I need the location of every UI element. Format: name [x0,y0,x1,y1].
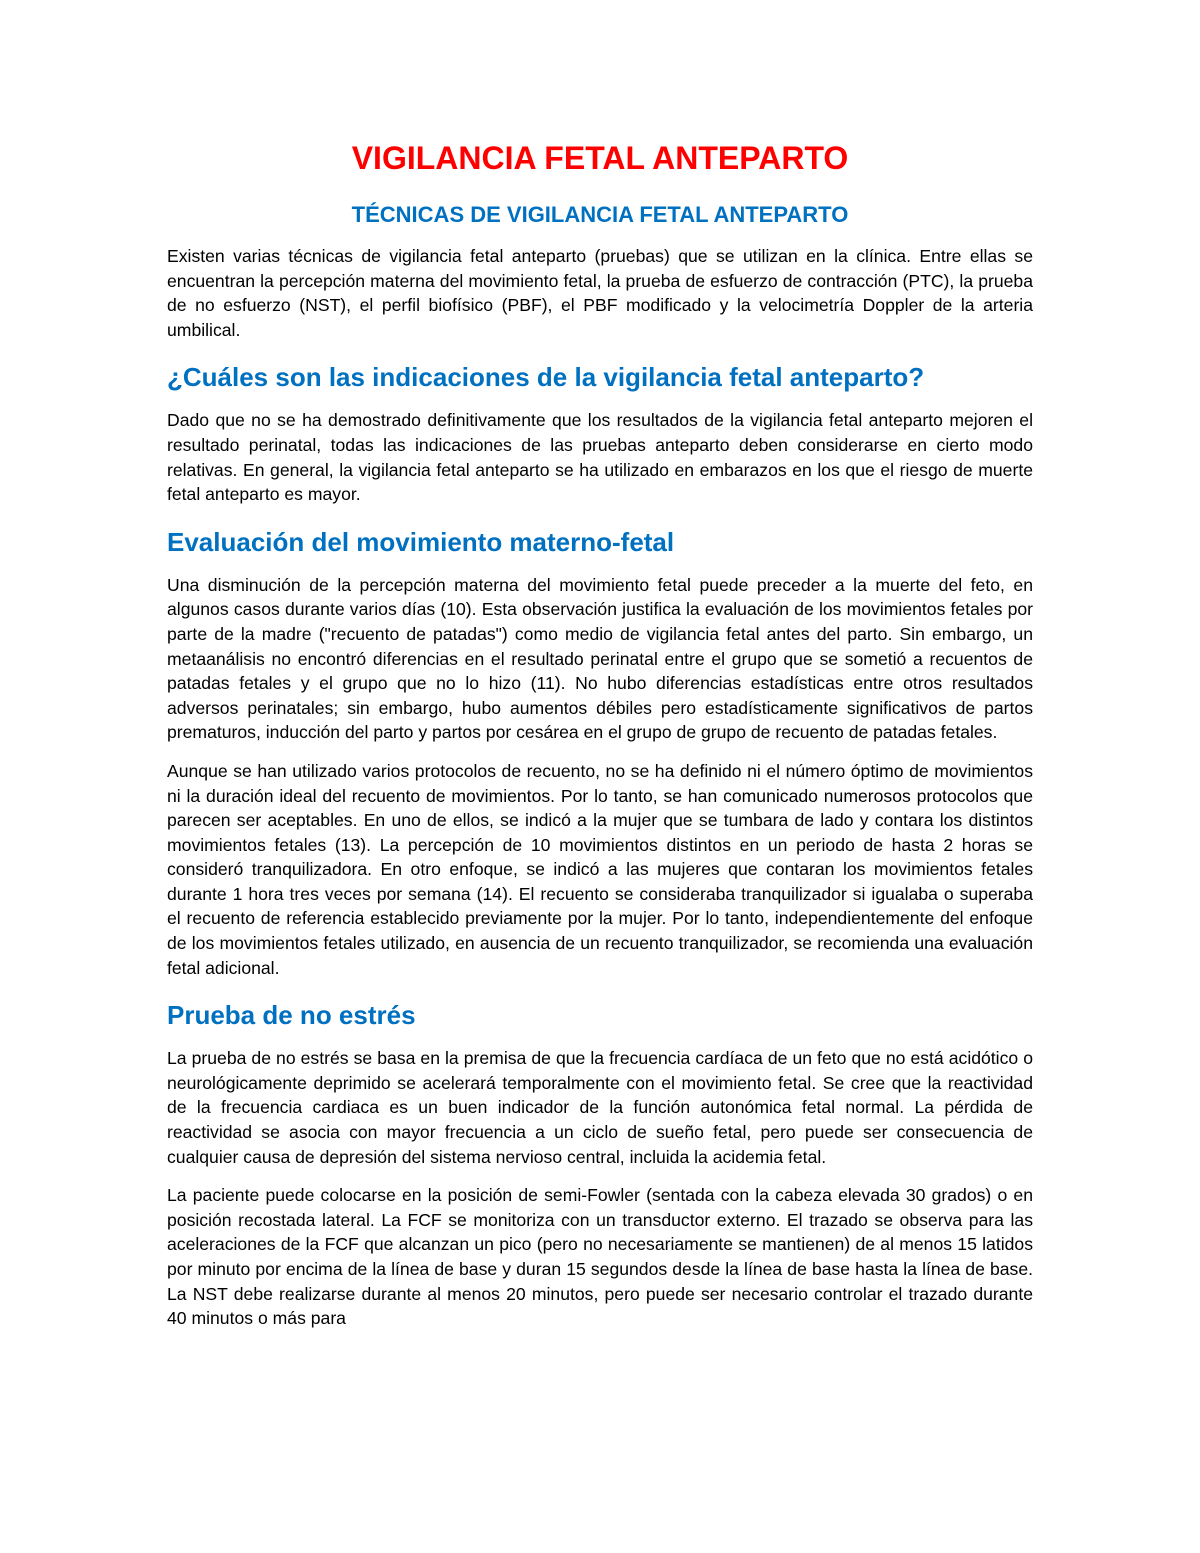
section-paragraph: Dado que no se ha demostrado definitivamente que los resultados de la vigilancia fetal anteparto mejoren el resultado perinatal, todas las indicaciones de las pruebas anteparto deben considerarse en cierto modo relativas. En general, la vigilancia fetal anteparto se ha utilizado en embarazos en los que el riesgo de muerte fetal anteparto es mayor. [167,410,1033,505]
section-paragraph: Aunque se han utilizado varios protocolos de recuento, no se ha definido ni el número óptimo de movimientos ni la duración ideal del recuento de movimientos. Por lo tanto, se han comunicado numerosos protocolos que parecen ser aceptables. En uno de ellos, se indicó a la mujer que se tumbara de lado y contara los distintos movimientos fetales (13). La percepción de 10 movimientos distintos en un periodo de hasta 2 horas se consideró tranquilizadora. En otro enfoque, se indicó a las mujeres que contaran los movimientos fetales durante 1 hora tres veces por semana (14). El recuento se consideraba tranquilizador si igualaba o superaba el recuento de referencia establecido previamente por la mujer. Por lo tanto, independientemente del enfoque de los movimientos fetales utilizado, en ausencia de un recuento tranquilizador, se recomienda una evaluación fetal adicional. [167,760,1033,978]
document-subtitle: TÉCNICAS DE VIGILANCIA FETAL ANTEPARTO [351,202,849,227]
section-paragraph: La prueba de no estrés se basa en la premisa de que la frecuencia cardíaca de un feto que no está acidótico o neurológicamente deprimido se acelerará temporalmente con el movimiento fetal. Se cree que la reactividad de la frecuencia cardiaca es un buen indicador de la función autonómica fetal normal. La pérdida de reactividad se asocia con mayor frecuencia a un ciclo de sueño fetal, pero puede ser consecuencia de cualquier causa de depresión del sistema nervioso central, incluida la acidemia fetal. [167,1048,1033,1167]
section-paragraph: La paciente puede colocarse en la posición de semi-Fowler (sentada con la cabeza elevada 30 grados) o en posición recostada lateral. La FCF se monitoriza con un transductor externo. El trazado se observa para las aceleraciones de la FCF que alcanzan un pico (pero no necesariamente se mantienen) de al menos 15 latidos por minuto por encima de la línea de base y duran 15 segundos desde la línea de base hasta la línea de base. La NST debe realizarse durante al menos 20 minutos, pero puede ser necesario controlar el trazado durante 40 minutos o más para [167,1185,1033,1329]
intro-paragraph: Existen varias técnicas de vigilancia fetal anteparto (pruebas) que se utilizan en la clínica. Entre ellas se encuentran la percepción materna del movimiento fetal, la prueba de esfuerzo de contracción (PTC), la prueba de no esfuerzo (NST), el perfil biofísico (PBF), el PBF modificado y la velocimetría Doppler de la arteria umbilical. [167,246,1033,340]
section-heading-fetal-movement: Evaluación del movimiento materno-fetal [167,526,675,557]
document-title: VIGILANCIA FETAL ANTEPARTO [351,140,849,176]
document-page [167,138,1033,1355]
section-heading-indications: ¿Cuáles son las indicaciones de la vigilancia fetal anteparto? [167,362,925,393]
section-heading-nonstress-test: Prueba de no estrés [167,1000,416,1031]
section-paragraph: Una disminución de la percepción materna del movimiento fetal puede preceder a la muerte del feto, en algunos casos durante varios días (10). Esta observación justifica la evaluación de los movimientos fetales por parte de la madre ("recuento de patadas") como medio de vigilancia fetal antes del parto. Sin embargo, un metaanálisis no encontró diferencias en el resultado perinatal entre el grupo que se sometió a recuentos de patadas fetales y el grupo que no lo hizo (11). No hubo diferencias estadísticas entre otros resultados adversos perinatales; sin embargo, hubo aumentos débiles pero estadísticamente significativos de partos prematuros, inducción del parto y partos por cesárea en el grupo de grupo de recuento de patadas fetales. [167,574,1033,743]
